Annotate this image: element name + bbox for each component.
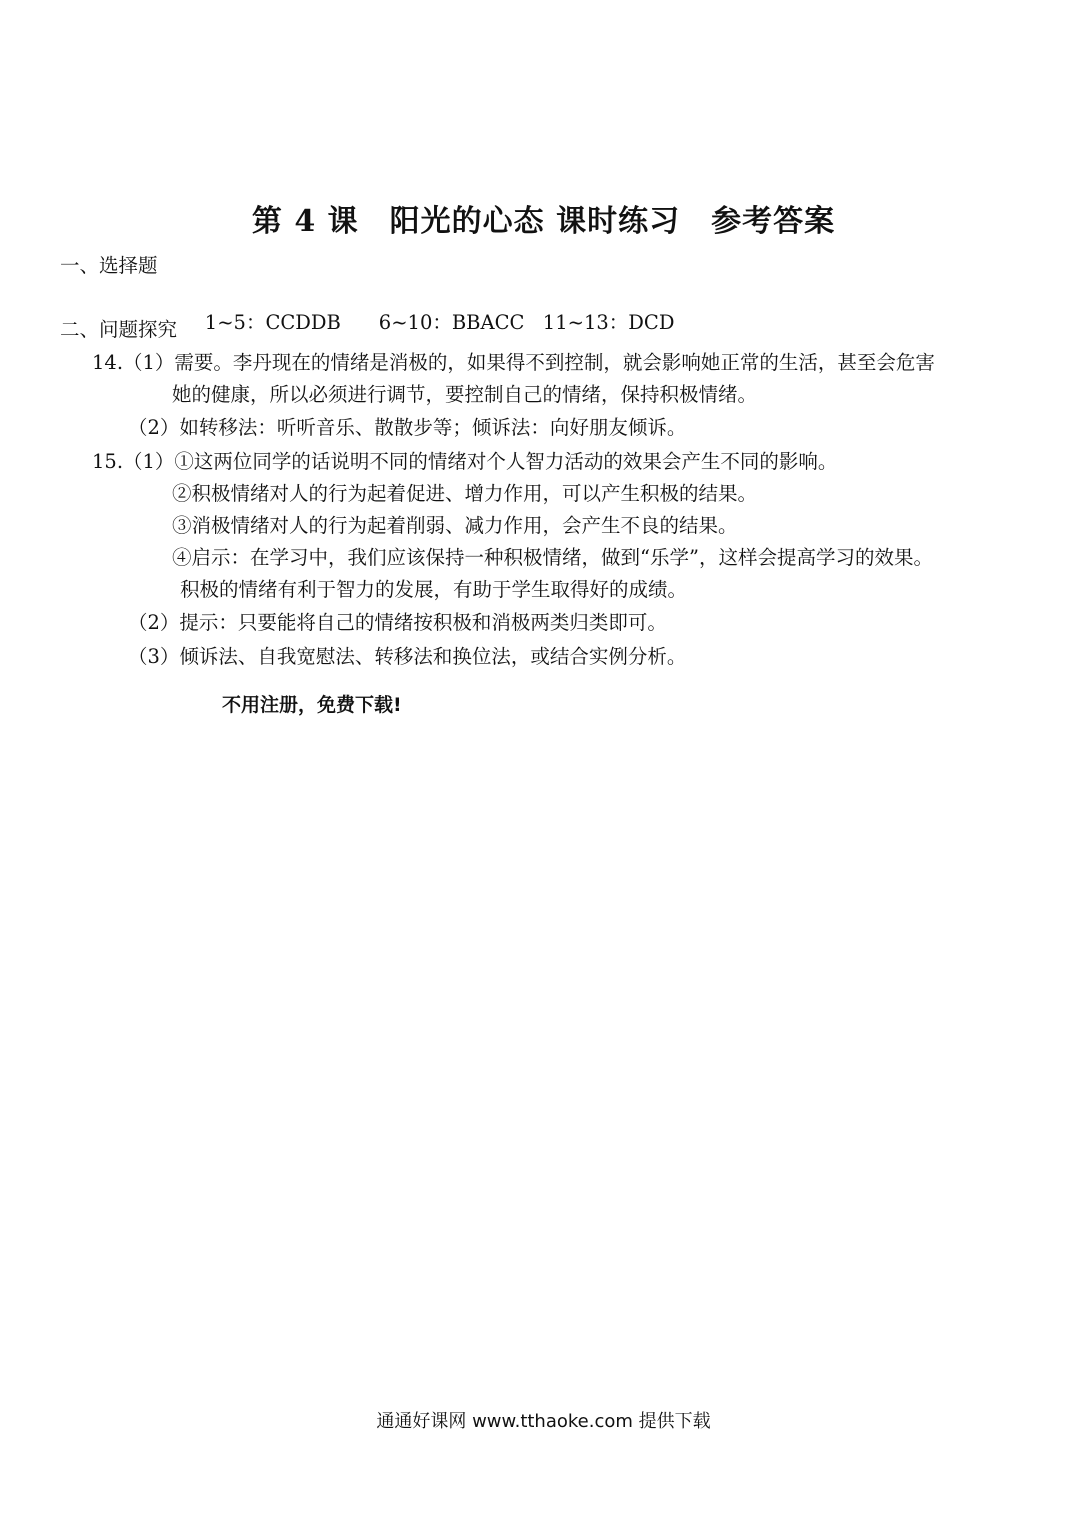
footer-text: 通通好课网 www.tthaoke.com 提供下载	[376, 1411, 711, 1432]
q15-part3: （3）倾诉法、自我宽慰法、转移法和换位法，或结合实例分析。	[128, 645, 687, 668]
answer-group-3: 11~13：DCD	[542, 311, 675, 334]
section-heading-inquiry: 二、问题探究	[60, 318, 178, 341]
answer-group-1: 1~5：CCDDB	[204, 311, 341, 334]
section-heading-choice: 一、选择题	[60, 254, 158, 277]
q14-part1-line1: 14.（1）需要。李丹现在的情绪是消极的，如果得不到控制，就会影响她正常的生活，甚至会危害	[92, 351, 935, 374]
answer-group-2: 6~10：BBACC	[378, 311, 525, 334]
q15-part1-line1: 15.（1）①这两位同学的话说明不同的情绪对个人智力活动的效果会产生不同的影响。	[92, 450, 838, 473]
q15-part1-line5: 积极的情绪有利于智力的发展，有助于学生取得好的成绩。	[180, 578, 688, 601]
promo-text: 不用注册，免费下载!	[222, 694, 402, 716]
q14-part1-line2: 她的健康，所以必须进行调节，要控制自己的情绪，保持积极情绪。	[172, 383, 758, 406]
q15-part1-line3: ③消极情绪对人的行为起着削弱、减力作用，会产生不良的结果。	[172, 514, 738, 537]
q15-part2: （2）提示：只要能将自己的情绪按积极和消极两类归类即可。	[128, 611, 667, 634]
page-title: 第 4 课 阳光的心态 课时练习 参考答案	[251, 204, 836, 239]
q14-part2: （2）如转移法：听听音乐、散散步等；倾诉法：向好朋友倾诉。	[128, 416, 687, 439]
q15-part1-line2: ②积极情绪对人的行为起着促进、增力作用，可以产生积极的结果。	[172, 482, 758, 505]
q15-part1-line4: ④启示：在学习中，我们应该保持一种积极情绪，做到“乐学”，这样会提高学习的效果。	[172, 546, 933, 569]
